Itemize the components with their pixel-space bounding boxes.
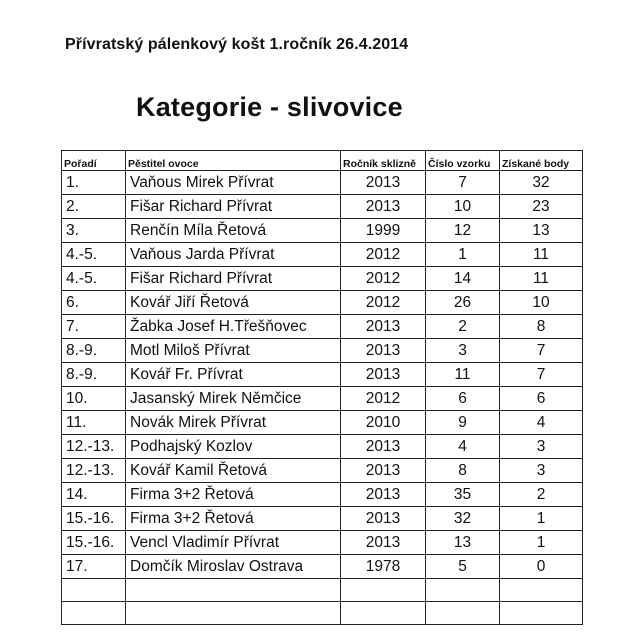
cell-grower: Podhajský Kozlov <box>126 435 341 459</box>
cell-sample: 5 <box>426 555 500 579</box>
cell-points: 3 <box>500 459 583 483</box>
cell-year: 2013 <box>341 171 426 195</box>
cell-grower: Firma 3+2 Řetová <box>126 507 341 531</box>
cell-rank: 14. <box>62 483 126 507</box>
table-row <box>62 555 583 579</box>
cell-sample: 4 <box>426 435 500 459</box>
cell-points: 7 <box>500 339 583 363</box>
cell-rank: 3. <box>62 219 126 243</box>
results-table <box>61 150 583 625</box>
cell-rank: 11. <box>62 411 126 435</box>
cell-rank: 15.-16. <box>62 531 126 555</box>
cell-sample: 9 <box>426 411 500 435</box>
cell-grower: Kovář Jiří Řetová <box>126 291 341 315</box>
cell-grower: Motl Miloš Přívrat <box>126 339 341 363</box>
cell-points: 3 <box>500 435 583 459</box>
cell-year: 2013 <box>341 315 426 339</box>
table-row <box>62 531 583 555</box>
cell-sample: 7 <box>426 171 500 195</box>
event-header: Přívratský pálenkový košt 1.ročník 26.4.2014 <box>65 36 409 53</box>
empty-cell <box>126 579 341 602</box>
category-title: Kategorie - slivovice <box>136 92 403 122</box>
table-header-row <box>62 151 583 171</box>
cell-sample: 11 <box>426 363 500 387</box>
cell-year: 2010 <box>341 411 426 435</box>
cell-rank: 12.-13. <box>62 459 126 483</box>
column-header-sample: Číslo vzorku <box>426 151 500 171</box>
table-row <box>62 243 583 267</box>
cell-points: 13 <box>500 219 583 243</box>
cell-year: 2012 <box>341 387 426 411</box>
cell-grower: Renčín Míla Řetová <box>126 219 341 243</box>
cell-grower: Kovář Fr. Přívrat <box>126 363 341 387</box>
cell-grower: Žabka Josef H.Třešňovec <box>126 315 341 339</box>
cell-sample: 32 <box>426 507 500 531</box>
cell-year: 2013 <box>341 483 426 507</box>
cell-rank: 8.-9. <box>62 339 126 363</box>
cell-rank: 8.-9. <box>62 363 126 387</box>
empty-cell <box>341 579 426 602</box>
table-row <box>62 291 583 315</box>
results-body <box>62 171 583 625</box>
cell-rank: 4.-5. <box>62 243 126 267</box>
cell-grower: Vaňous Jarda Přívrat <box>126 243 341 267</box>
cell-points: 23 <box>500 195 583 219</box>
cell-sample: 3 <box>426 339 500 363</box>
cell-year: 2012 <box>341 291 426 315</box>
cell-sample: 10 <box>426 195 500 219</box>
cell-sample: 13 <box>426 531 500 555</box>
cell-year: 2013 <box>341 195 426 219</box>
cell-points: 11 <box>500 267 583 291</box>
cell-points: 4 <box>500 411 583 435</box>
cell-rank: 4.-5. <box>62 267 126 291</box>
cell-grower: Vencl Vladimír Přívrat <box>126 531 341 555</box>
table-row <box>62 195 583 219</box>
cell-rank: 12.-13. <box>62 435 126 459</box>
cell-sample: 2 <box>426 315 500 339</box>
cell-year: 1999 <box>341 219 426 243</box>
cell-sample: 8 <box>426 459 500 483</box>
empty-cell <box>126 602 341 625</box>
cell-year: 2012 <box>341 267 426 291</box>
empty-cell <box>62 579 126 602</box>
cell-rank: 2. <box>62 195 126 219</box>
table-row <box>62 387 583 411</box>
cell-points: 11 <box>500 243 583 267</box>
cell-grower: Novák Mirek Přívrat <box>126 411 341 435</box>
empty-cell <box>62 602 126 625</box>
cell-sample: 1 <box>426 243 500 267</box>
cell-sample: 6 <box>426 387 500 411</box>
cell-grower: Domčík Miroslav Ostrava <box>126 555 341 579</box>
empty-cell <box>500 602 583 625</box>
cell-sample: 26 <box>426 291 500 315</box>
table-row <box>62 435 583 459</box>
cell-rank: 7. <box>62 315 126 339</box>
table-row <box>62 483 583 507</box>
cell-points: 7 <box>500 363 583 387</box>
cell-grower: Fišar Richard Přívrat <box>126 267 341 291</box>
cell-rank: 15.-16. <box>62 507 126 531</box>
cell-points: 8 <box>500 315 583 339</box>
cell-sample: 14 <box>426 267 500 291</box>
empty-table-row <box>62 579 583 602</box>
cell-points: 0 <box>500 555 583 579</box>
cell-grower: Fišar Richard Přívrat <box>126 195 341 219</box>
table-row <box>62 219 583 243</box>
cell-rank: 10. <box>62 387 126 411</box>
table-row <box>62 459 583 483</box>
cell-grower: Jasanský Mirek Němčice <box>126 387 341 411</box>
empty-cell <box>500 579 583 602</box>
cell-points: 10 <box>500 291 583 315</box>
cell-rank: 6. <box>62 291 126 315</box>
cell-year: 2013 <box>341 339 426 363</box>
cell-year: 2013 <box>341 435 426 459</box>
cell-grower: Vaňous Mirek Přívrat <box>126 171 341 195</box>
cell-year: 2013 <box>341 363 426 387</box>
cell-points: 6 <box>500 387 583 411</box>
column-header-points: Získané body <box>500 151 583 171</box>
cell-points: 2 <box>500 483 583 507</box>
cell-year: 1978 <box>341 555 426 579</box>
cell-sample: 12 <box>426 219 500 243</box>
cell-grower: Kovář Kamil Řetová <box>126 459 341 483</box>
column-header-rank: Pořadí <box>62 151 126 171</box>
table-row <box>62 267 583 291</box>
cell-rank: 1. <box>62 171 126 195</box>
table-row <box>62 507 583 531</box>
cell-year: 2013 <box>341 507 426 531</box>
cell-year: 2012 <box>341 243 426 267</box>
cell-rank: 17. <box>62 555 126 579</box>
table-row <box>62 411 583 435</box>
empty-cell <box>341 602 426 625</box>
table-row <box>62 363 583 387</box>
table-row <box>62 315 583 339</box>
table-row <box>62 339 583 363</box>
column-header-grower: Pěstitel ovoce <box>126 151 341 171</box>
cell-points: 1 <box>500 507 583 531</box>
cell-points: 32 <box>500 171 583 195</box>
cell-year: 2013 <box>341 459 426 483</box>
cell-year: 2013 <box>341 531 426 555</box>
cell-points: 1 <box>500 531 583 555</box>
empty-table-row <box>62 602 583 625</box>
cell-grower: Firma 3+2 Řetová <box>126 483 341 507</box>
table-row <box>62 171 583 195</box>
empty-cell <box>426 579 500 602</box>
column-header-year: Ročník sklizně <box>341 151 426 171</box>
empty-cell <box>426 602 500 625</box>
cell-sample: 35 <box>426 483 500 507</box>
